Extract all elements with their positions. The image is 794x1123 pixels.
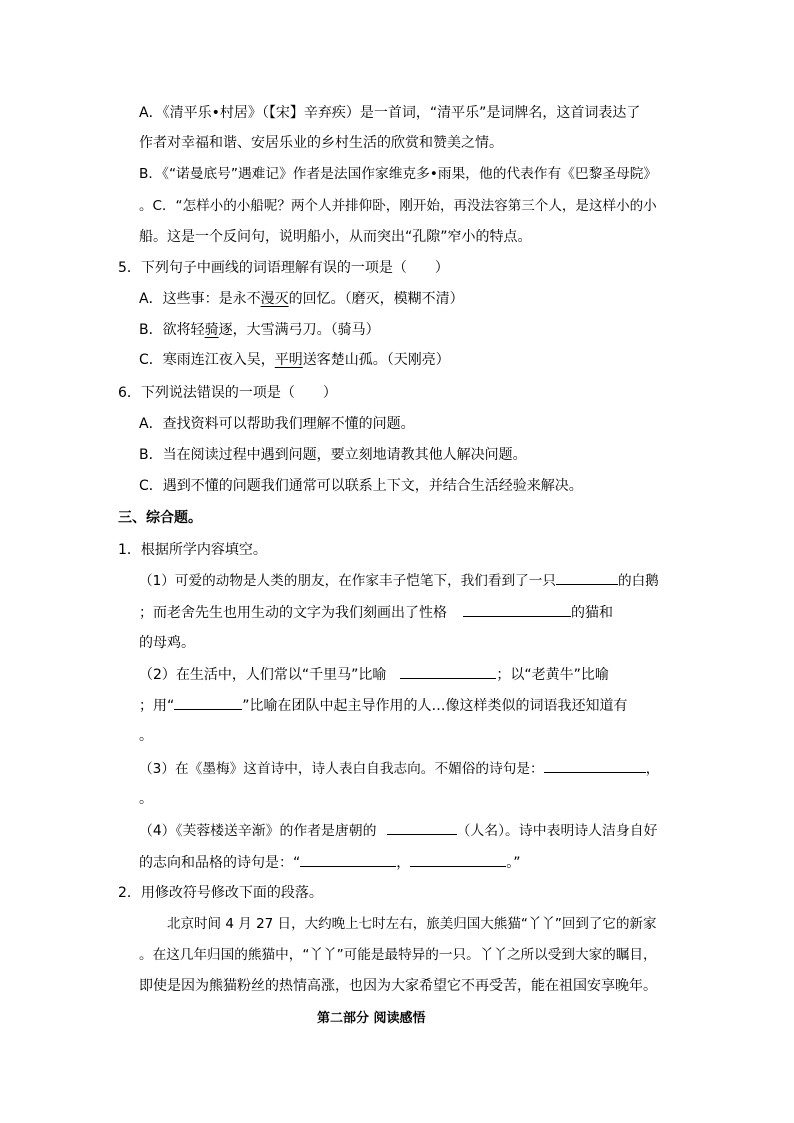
underlined-word: 骑: [204, 322, 219, 338]
option-a-line-1: A．《清平乐•村居》（【宋】辛弃疾）是一首词，“清平乐”是词牌名，这首词表达了: [139, 105, 641, 121]
section-3-heading: 三、综合题。: [118, 510, 202, 526]
option-b-line-1: B．《“诺曼底号”遇难记》作者是法国作家维克多•雨果，他的代表作有《巴黎圣母院》: [139, 166, 658, 182]
underlined-word: 漫灭: [260, 291, 289, 307]
fill-2-line-3: 。: [139, 728, 153, 744]
underlined-word: 平明: [274, 352, 303, 368]
question-5-option-b: B．欲将轻骑逐，大雪满弓刀。（骑马）: [139, 322, 380, 338]
question-6-option-b: B．当在阅读过程中遇到问题，要立刻地请教其他人解决问题。: [139, 447, 527, 463]
option-b-line-3: 船。这是一个反问句，说明船小，从而突出“孔隙”窄小的特点。: [139, 229, 532, 245]
fill-1-line-3: 的母鸡。: [139, 635, 195, 651]
question-6-stem: 6．下列说法错误的一项是（ ）: [118, 385, 337, 401]
fill-4-line-2: 的志向和品格的诗句是：“ ， 。”: [139, 852, 521, 872]
answer-blank[interactable]: [556, 570, 618, 585]
answer-blank[interactable]: [300, 852, 396, 867]
question-5-stem: 5．下列句子中画线的词语理解有误的一项是（ ）: [118, 260, 449, 276]
option-b-line-2: 。C．“怎样小的小船呢？两个人并排仰卧，刚开始，再没法容第三个人，是这样小的小: [139, 198, 657, 214]
fill-3-line-1: （3）在《墨梅》这首诗中，诗人表白自我志向。不媚俗的诗句是： ，: [139, 758, 659, 778]
fill-3-line-2: 。: [139, 791, 153, 807]
fill-2-line-2: ；用“ ”比喻在团队中起主导作用的人…像这样类似的词语我还知道有: [139, 695, 628, 715]
paragraph-line-1: 北京时间 4 月 27 日，大约晚上七时左右，旅美归国大熊猫“丫丫”回到了它的新家: [167, 916, 657, 932]
question-5-option-c: C．寒雨连江夜入吴，平明送客楚山孤。（天刚亮）: [139, 352, 450, 368]
sub-question-1-stem: 1．根据所学内容填空。: [118, 542, 267, 558]
part-2-heading: 第二部分 阅读感悟: [317, 1011, 426, 1026]
fill-1-line-2: ；而老舍先生也用生动的文字为我们刻画出了性格 的猫和: [139, 602, 613, 622]
sub-question-2-stem: 2．用修改符号修改下面的段落。: [118, 885, 323, 901]
answer-blank[interactable]: [387, 820, 457, 835]
paragraph-line-2: 。在这几年归国的熊猫中，“丫丫”可能是最特异的一只。丫丫之所以受到大家的瞩目，: [139, 947, 657, 963]
paragraph-line-3: 即使是因为熊猫粉丝的热情高涨，也因为大家希望它不再受苦，能在祖国安享晚年。: [139, 978, 657, 994]
question-6-option-c: C．遇到不懂的问题我们通常可以联系上下文，并结合生活经验来解决。: [139, 478, 583, 494]
answer-blank[interactable]: [463, 602, 571, 617]
answer-blank[interactable]: [410, 852, 506, 867]
question-6-option-a: A．查找资料可以帮助我们理解不懂的问题。: [139, 416, 415, 432]
fill-4-line-1: （4）《芙蓉楼送辛渐》的作者是唐朝的 （人名）。诗中表明诗人洁身自好: [139, 820, 657, 840]
option-a-line-2: 作者对幸福和谐、安居乐业的乡村生活的欣赏和赞美之情。: [139, 135, 503, 151]
fill-2-line-1: （2）在生活中，人们常以“千里马”比喻 ；以“老黄牛”比喻: [139, 664, 609, 684]
question-5-option-a: A．这些事：是永不漫灭的回忆。（磨灭，模糊不清）: [139, 291, 464, 307]
answer-blank[interactable]: [400, 664, 496, 679]
answer-blank[interactable]: [544, 758, 646, 773]
fill-1-line-1: （1）可爱的动物是人类的朋友，在作家丰子恺笔下，我们看到了一只 的白鹅: [139, 570, 659, 590]
answer-blank[interactable]: [174, 695, 242, 710]
